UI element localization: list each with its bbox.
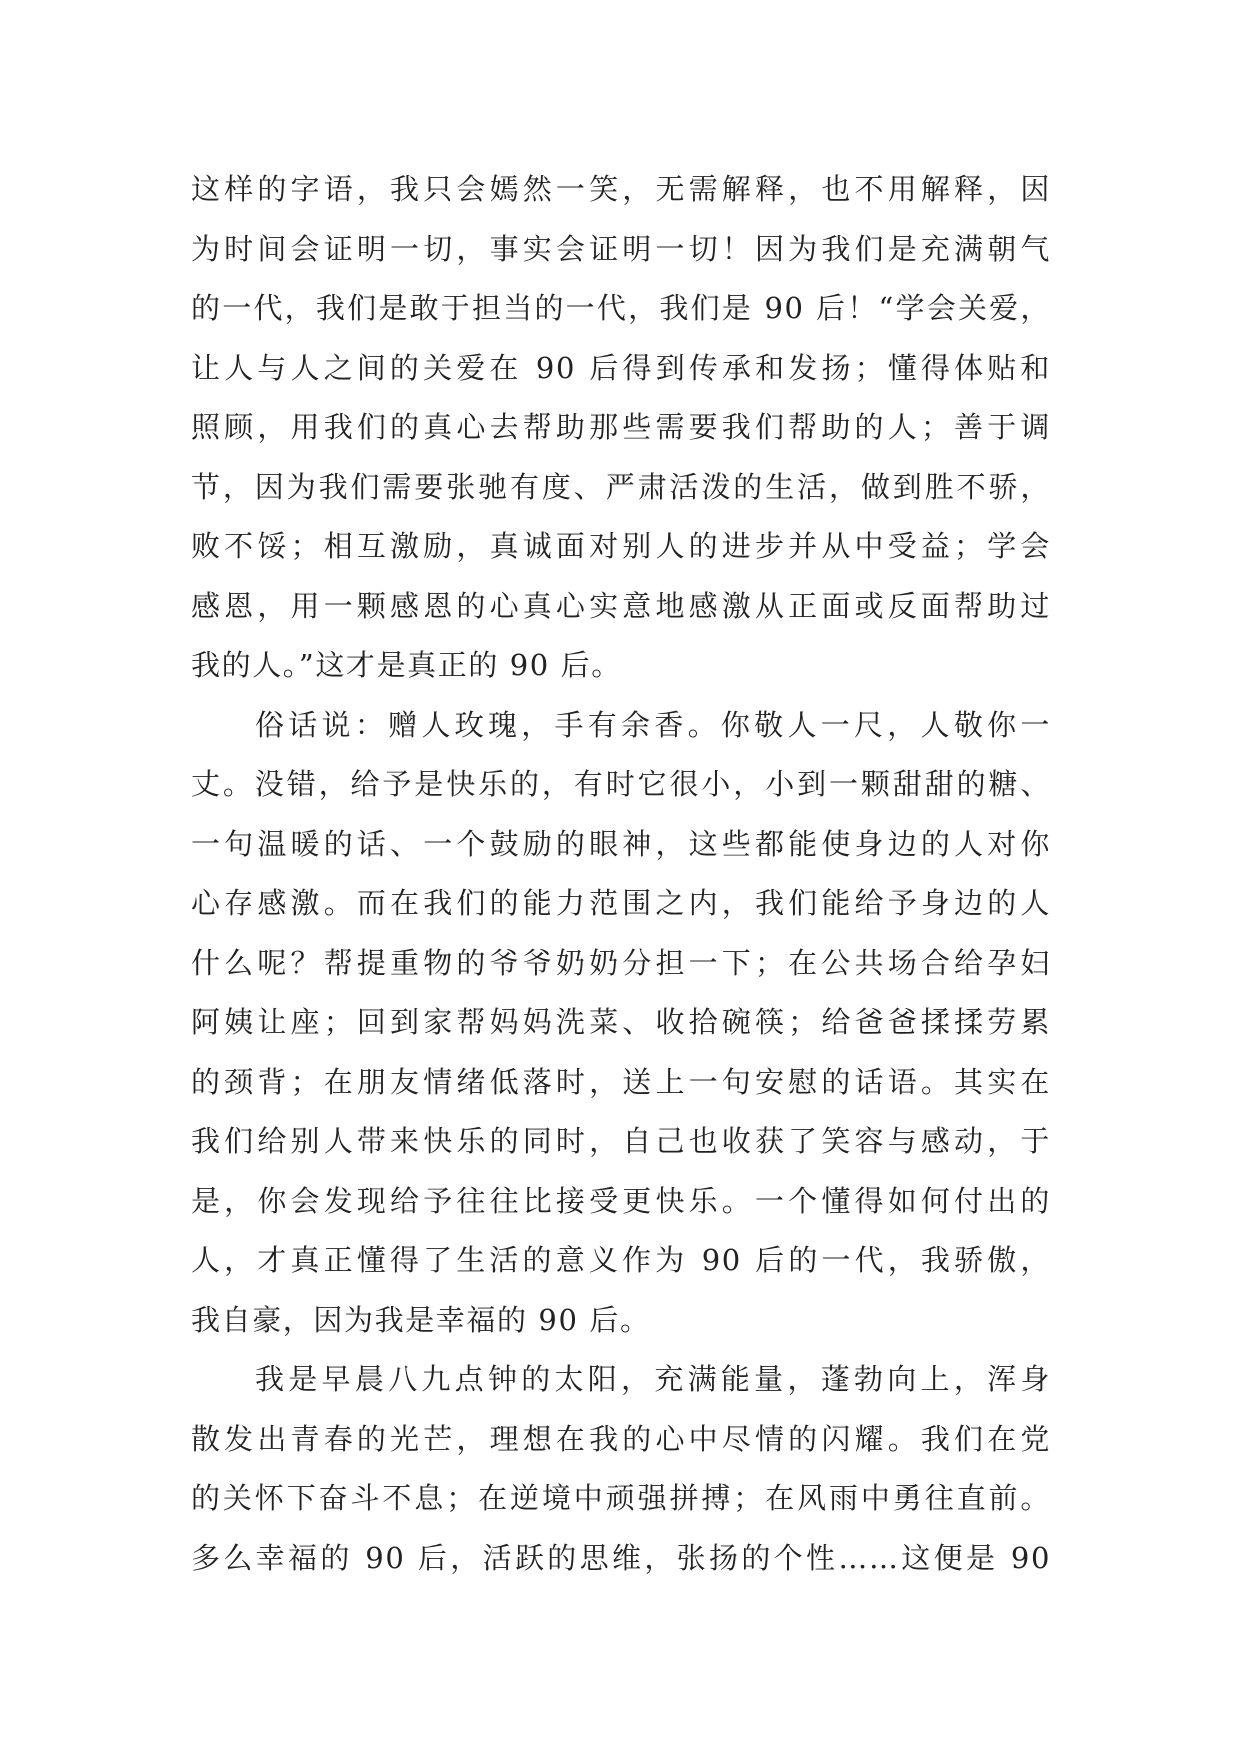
- text-line: 我的人。”这才是真正的 90 后。: [191, 648, 622, 682]
- text-line: 丈。没错，给予是快乐的，有时它很小，小到一颗甜甜的糖、: [191, 767, 1051, 801]
- text-line: 这样的字语，我只会嫣然一笑，无需解释，也不用解释，因: [191, 172, 1051, 206]
- text-line: 一句温暖的话、一个鼓励的眼神，这些都能使身边的人对你: [191, 826, 1051, 861]
- text-line: 是，你会发现给予往往比接受更快乐。一个懂得如何付出的: [191, 1183, 1051, 1218]
- text-line: 什么呢？帮提重物的爷爷奶奶分担一下；在公共场合给孕妇: [191, 945, 1051, 980]
- text-line: 我是早晨八九点钟的太阳，充满能量，蓬勃向上，浑身: [255, 1362, 1051, 1396]
- text-line: 俗话说：赠人玫瑰，手有余香。你敬人一尺，人敬你一: [255, 707, 1051, 742]
- text-line: 人，才真正懂得了生活的意义作为 90 后的一代，我骄傲，: [191, 1243, 1051, 1277]
- text-line: 败不馁；相互激励，真诚面对别人的进步并从中受益；学会: [191, 529, 1051, 563]
- text-line: 的一代，我们是敢于担当的一代，我们是 90 后！“学会关爱，: [191, 291, 1051, 325]
- text-line: 的颈背；在朋友情绪低落时，送上一句安慰的话语。其实在: [191, 1064, 1051, 1099]
- document-body: [191, 160, 1051, 1588]
- text-line: 散发出青春的光芒，理想在我的心中尽情的闪耀。我们在党: [191, 1421, 1051, 1456]
- text-line: 心存感激。而在我们的能力范围之内，我们能给予身边的人: [191, 886, 1051, 920]
- text-line: 我自豪，因为我是幸福的 90 后。: [191, 1302, 651, 1337]
- text-line: 我们给别人带来快乐的同时，自己也收获了笑容与感动，于: [191, 1124, 1051, 1158]
- text-line: 阿姨让座；回到家帮妈妈洗菜、收拾碗筷；给爸爸揉揉劳累: [191, 1005, 1051, 1039]
- text-line: 照顾，用我们的真心去帮助那些需要我们帮助的人；善于调: [191, 410, 1051, 444]
- text-line: 多么幸福的 90 后，活跃的思维，张扬的个性……这便是 90: [191, 1540, 1051, 1575]
- text-line: 感恩，用一颗感恩的心真心实意地感激从正面或反面帮助过: [191, 588, 1051, 623]
- text-line: 的关怀下奋斗不息；在逆境中顽强拼搏；在风雨中勇往直前。: [191, 1481, 1051, 1515]
- text-line: 为时间会证明一切，事实会证明一切！因为我们是充满朝气: [191, 231, 1051, 266]
- text-line: 让人与人之间的关爱在 90 后得到传承和发扬；懂得体贴和: [191, 350, 1051, 385]
- text-line: 节，因为我们需要张驰有度、严肃活泼的生活，做到胜不骄，: [191, 469, 1051, 504]
